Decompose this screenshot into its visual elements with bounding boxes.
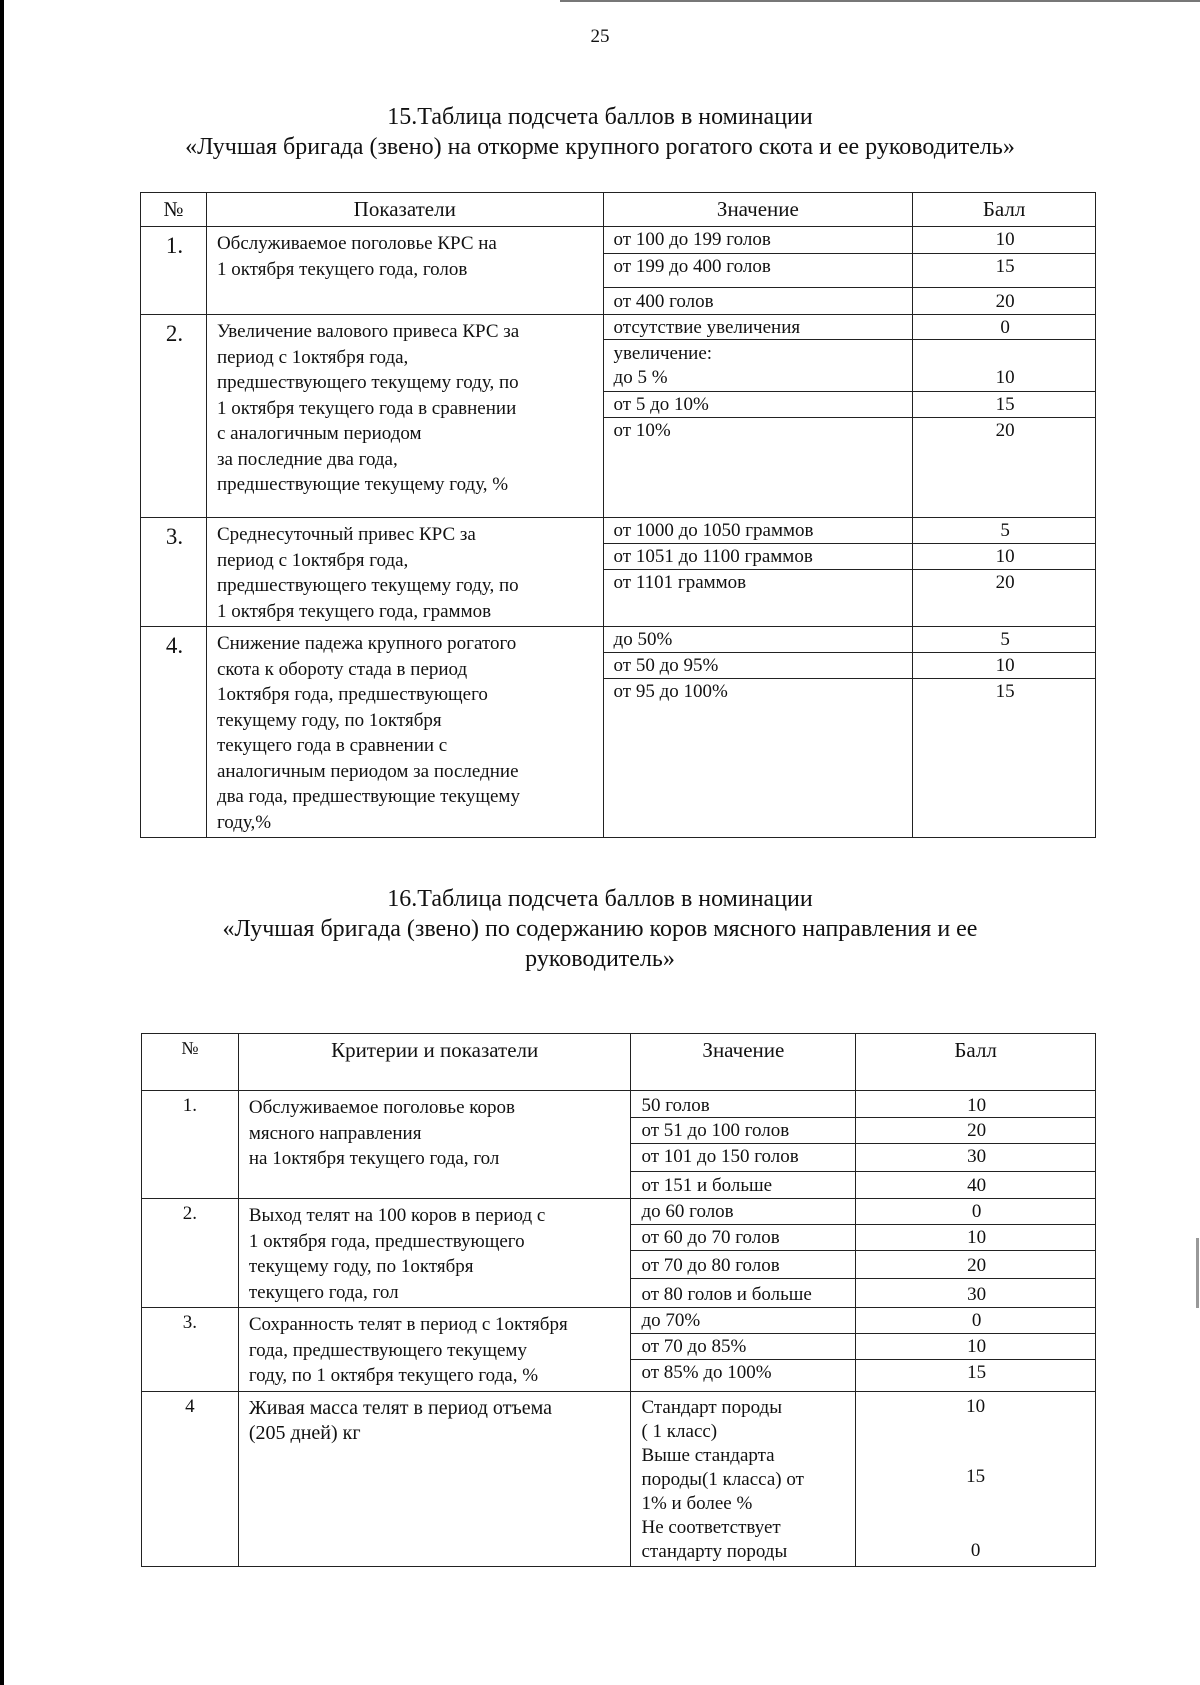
- row-criterion: Среднесуточный привес КРС за период с 1октября года, предшествующего текущему году, по 1 октября текущего года, граммов: [206, 518, 603, 627]
- row-values: [631, 1199, 856, 1308]
- row-number: 3.: [142, 1308, 239, 1392]
- table15-title-line1: 15.Таблица подсчета баллов в номинации: [387, 104, 813, 130]
- table-row: [141, 227, 1096, 315]
- score-cell: 10: [913, 227, 1095, 254]
- row-values: [631, 1308, 856, 1392]
- value-cell: 50 голов: [631, 1091, 855, 1118]
- row-values: [603, 518, 913, 627]
- value-cell: от 1000 до 1050 граммов: [604, 518, 913, 544]
- row-criterion: Обслуживаемое поголовье КРС на 1 октября текущего года, голов: [206, 227, 603, 315]
- header-score: Балл: [913, 193, 1096, 227]
- table16-title-line1: 16.Таблица подсчета баллов в номинации: [387, 886, 813, 912]
- table15-title-line2: «Лучшая бригада (звено) на откорме крупного рогатого скота и ее руководитель»: [185, 134, 1015, 160]
- row-criterion: Сохранность телят в период с 1октября года, предшествующего текущему году, по 1 октября текущего года, %: [238, 1308, 631, 1392]
- value-cell: от 60 до 70 голов: [631, 1225, 855, 1251]
- value-cell: до 50%: [604, 627, 913, 653]
- table-row: [142, 1391, 1096, 1566]
- value-cell: от 70 до 80 голов: [631, 1251, 855, 1279]
- row-criterion: Увеличение валового привеса КРС за период с 1октября года, предшествующего текущему году, по 1 октября текущего года в сравнении с аналогичным периодом за последние два года, предшествующие текущему году, %: [206, 315, 603, 518]
- scan-edge-top: [560, 0, 1200, 2]
- table-row: [141, 315, 1096, 518]
- value-cell: от 1051 до 1100 граммов: [604, 544, 913, 570]
- table16-title-line3: руководитель»: [525, 946, 675, 972]
- value-cell: от 50 до 95%: [604, 653, 913, 679]
- value-cell: от 100 до 199 голов: [604, 227, 913, 254]
- row-number: 4: [142, 1391, 239, 1566]
- value-cell: от 151 и больше: [641, 1175, 773, 1196]
- header-score: Балл: [856, 1034, 1096, 1091]
- table16-title: [0, 884, 1200, 974]
- table15-header-row: [141, 193, 1096, 227]
- table16-header-row: [142, 1034, 1096, 1091]
- value-cell: от 70 до 85%: [631, 1334, 855, 1360]
- scan-speck: [1196, 1238, 1199, 1308]
- row-criterion: Живая масса телят в период отъема (205 дней) кг: [238, 1391, 631, 1566]
- header-num: №: [141, 193, 207, 227]
- row-values: Стандарт породы ( 1 класс) Выше стандарта породы(1 класса) от 1% и более % Не соответствует стандарту породы: [631, 1391, 856, 1566]
- value-cell: увеличение: до 5 %: [604, 340, 913, 392]
- score-cell: 20: [995, 420, 1015, 441]
- score-cell: 15: [967, 1362, 987, 1383]
- value-cell: до 60 голов: [631, 1199, 855, 1225]
- value-cell: отсутствие увеличения: [604, 315, 913, 340]
- header-value: Значение: [631, 1034, 856, 1091]
- score-cell: 15: [966, 1465, 986, 1487]
- row-values: [603, 627, 913, 838]
- score-cell: 30: [856, 1144, 1095, 1172]
- table16-title-line2: «Лучшая бригада (звено) по содержанию коров мясного направления и ее: [222, 916, 978, 942]
- table15-title: [0, 102, 1200, 162]
- score-cell: 0: [913, 315, 1095, 340]
- header-num: №: [142, 1034, 239, 1091]
- row-scores: [913, 518, 1096, 627]
- value-cell: от 85% до 100%: [641, 1362, 772, 1383]
- score-cell: 20: [995, 572, 1015, 593]
- score-cell: 20: [995, 291, 1015, 312]
- page-number: 25: [590, 26, 610, 47]
- row-values: [631, 1091, 856, 1199]
- value-cell: от 1101 граммов: [613, 572, 747, 593]
- row-scores: [856, 1091, 1096, 1199]
- header-value: Значение: [603, 193, 913, 227]
- score-cell: 30: [967, 1284, 987, 1305]
- value-cell: до 70%: [631, 1308, 855, 1334]
- row-number: 1.: [142, 1091, 239, 1199]
- score-cell: 15: [913, 254, 1095, 288]
- value-cell: от 101 до 150 голов: [631, 1144, 855, 1172]
- score-cell: 0: [970, 1539, 981, 1561]
- row-criterion: Выход телят на 100 коров в период с 1 октября года, предшествующего текущему году, по 1октября текущего года, гол: [238, 1199, 631, 1308]
- row-number: 2.: [141, 315, 207, 518]
- row-scores: [856, 1199, 1096, 1308]
- value-cell: от 80 голов и больше: [641, 1284, 812, 1305]
- scan-edge-left: [0, 0, 4, 1685]
- score-cell: 10: [966, 1395, 986, 1417]
- row-scores: [856, 1391, 1096, 1566]
- row-number: 1.: [141, 227, 207, 315]
- table-row: [142, 1091, 1096, 1199]
- score-cell: 15: [913, 392, 1095, 418]
- score-cell: 0: [856, 1308, 1095, 1334]
- value-cell: от 199 до 400 голов: [604, 254, 913, 288]
- row-scores: [913, 227, 1096, 315]
- header-indicator: Критерии и показатели: [238, 1034, 631, 1091]
- row-criterion: Обслуживаемое поголовье коров мясного направления на 1октября текущего года, гол: [238, 1091, 631, 1199]
- score-cell: 10: [913, 544, 1095, 570]
- row-number: 2.: [142, 1199, 239, 1308]
- table16: [141, 1033, 1096, 1567]
- score-cell: 20: [856, 1251, 1095, 1279]
- table-row: [142, 1308, 1096, 1392]
- row-scores: [856, 1308, 1096, 1392]
- score-cell: 10: [856, 1225, 1095, 1251]
- score-cell: 40: [967, 1175, 987, 1196]
- table-row: [141, 518, 1096, 627]
- table-row: [142, 1199, 1096, 1308]
- table-row: [141, 627, 1096, 838]
- header-indicator: Показатели: [206, 193, 603, 227]
- table15: [140, 192, 1096, 838]
- row-values: [603, 227, 913, 315]
- score-cell: 10: [913, 340, 1095, 392]
- row-number: 4.: [141, 627, 207, 838]
- score-cell: 0: [856, 1199, 1095, 1225]
- row-criterion: Снижение падежа крупного рогатого скота к обороту стада в период 1октября года, предшествующего текущему году, по 1октября текущего года в сравнении с аналогичным периодом за последние два года, предшествующие текущему году,%: [206, 627, 603, 838]
- row-number: 3.: [141, 518, 207, 627]
- score-cell: 10: [913, 653, 1095, 679]
- row-values: [603, 315, 913, 518]
- value-cell: от 51 до 100 голов: [631, 1118, 855, 1144]
- row-scores: [913, 315, 1096, 518]
- score-cell: 10: [856, 1091, 1095, 1118]
- value-cell: от 95 до 100%: [613, 681, 728, 702]
- value-cell: от 5 до 10%: [604, 392, 913, 418]
- score-cell: 15: [995, 681, 1015, 702]
- score-cell: 5: [913, 627, 1095, 653]
- row-scores: [913, 627, 1096, 838]
- score-cell: 5: [913, 518, 1095, 544]
- score-cell: 20: [856, 1118, 1095, 1144]
- value-cell: от 400 голов: [613, 291, 714, 312]
- score-cell: 10: [856, 1334, 1095, 1360]
- value-cell: от 10%: [613, 420, 671, 441]
